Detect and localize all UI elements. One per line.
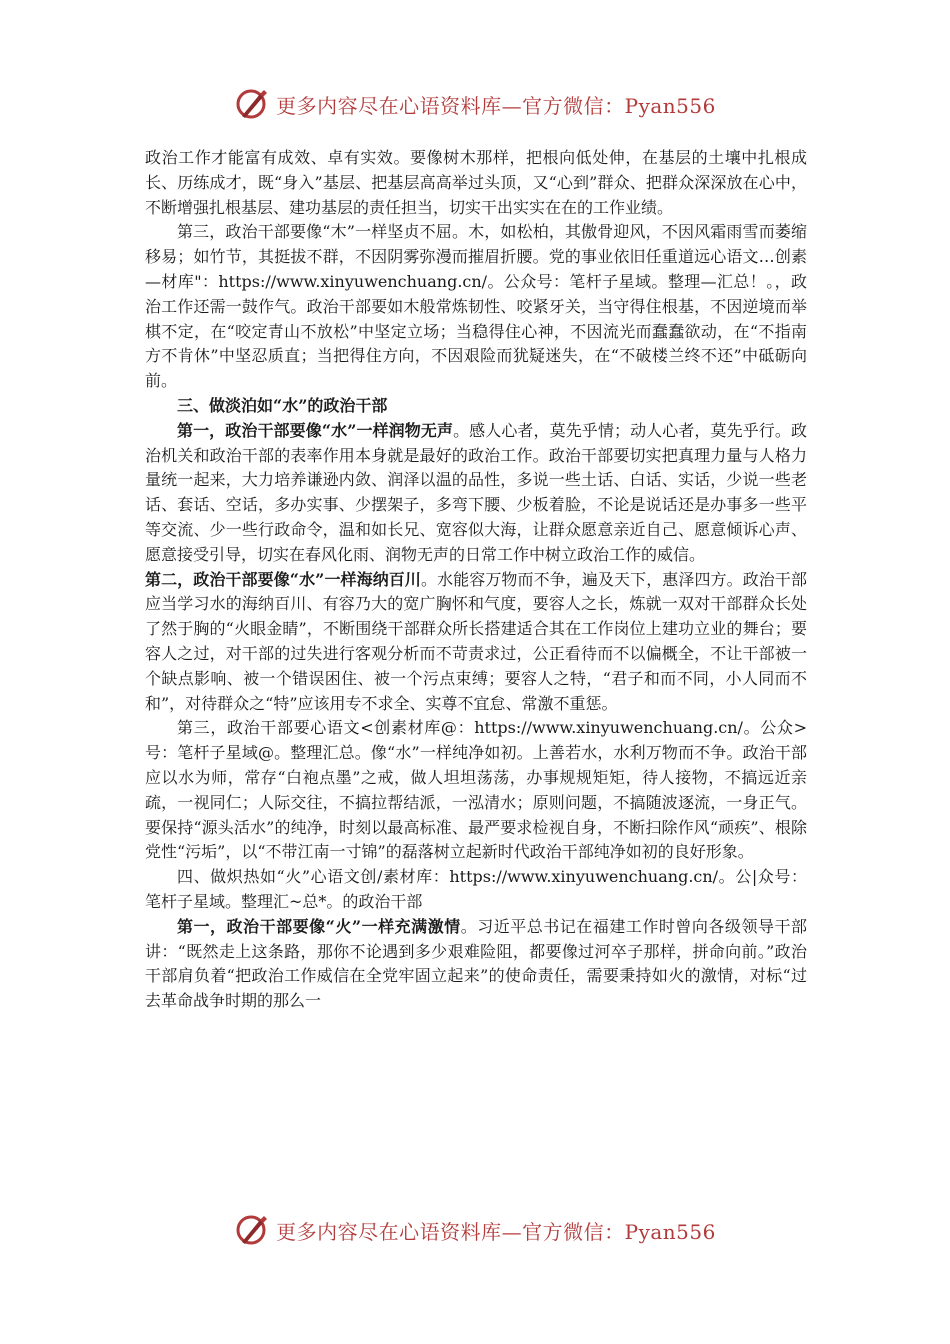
paragraph	[145, 419, 807, 568]
paragraph	[145, 394, 807, 419]
paragraph-text: 第三，政治干部要心语文<创素材库@：https://www.xinyuwenchuang.cn/。公众>号：笔杆子星域@。整理汇总。像“水”一样纯净如初。上善若水，水利万物而不争。政治干部应以水为师，常存“白袍点墨”之戒，做人坦坦荡荡，办事规规矩矩，待人接物，不搞远近亲疏，一视同仁；人际交往，不搞拉帮结派，一泓清水；原则问题，不搞随波逐流，一身正气。要保持“源头活水”的纯净，时刻以最高标准、最严要求检视自身，不断扫除作风“顽疾”、根除党性“污垢”，以“不带江南一寸锦”的磊落树立起新时代政治干部纯净如初的良好形象。	[145, 718, 807, 862]
paragraph-text: 。水能容万物而不争，遍及天下，惠泽四方。政治干部应当学习水的海纳百川、有容乃大的宽广胸怀和气度，要容人之长，炼就一双对干部群众长处了然于胸的“火眼金睛”，不断围绕干部群众所长搭建适合其在工作岗位上建功立业的舞台；要容人之过，对干部的过失进行客观分析而不苛责求过，公正看待而不以偏概全，不让干部被一个缺点影响、被一个错误困住、被一个污点束缚；要容人之特，“君子和而不同，小人同而不和”，对待群众之“特”应该用专不求全、实尊不宜怠、常激不重惩。	[145, 569, 807, 713]
paragraph-text: 第三，政治干部要像“木”一样坚贞不屈。木，如松柏，其傲骨迎风，不因风霜雨雪而萎缩移易；如竹节，其挺拔不群，不因阴雾弥漫而摧眉折腰。党的事业依旧任重道远心语文…创素—材库"：https://www.xinyuwenchuang.cn/。公众号：笔杆子星域。整理—汇总！。，政治工作还需一鼓作气。政治干部要如木般常炼韧性、咬紧牙关，当守得住根基，不因逆境而举棋不定，在“咬定青山不放松”中坚定立场；当稳得住心神，不因流光而蠢蠢欲动，在“不指南方不肯休”中坚忍质直；当把得住方向，不因艰险而犹疑迷失，在“不破楼兰终不还”中砥砺向前。	[145, 222, 807, 391]
paragraph-text: 。感人心者，莫先乎情；动人心者，莫先乎行。政治机关和政治干部的表率作用本身就是最好的政治工作。政治干部要切实把真理力量与人格力量统一起来，大力培养谦逊内敛、润泽以温的品性，多说一些土话、白话、实话，少说一些老话、套话、空话，多办实事、少摆架子，多弯下腰、少板着脸，不论是说话还是办事多一些平等交流、少一些行政命令，温和如长兄、宽容似大海，让群众愿意亲近自己、愿意倾诉心声、愿意接受引导，切实在春风化雨、润物无声的日常工作中树立政治工作的威信。	[145, 420, 807, 564]
banner-text: 更多内容尽在心语资料库—官方微信：Pyan556	[276, 1219, 716, 1244]
document-body	[145, 146, 807, 1014]
banner-text: 更多内容尽在心语资料库—官方微信：Pyan556	[276, 93, 716, 118]
paragraph-heading: 第一，政治干部要像“水”一样润物无声	[177, 420, 454, 440]
paragraph	[145, 716, 807, 865]
footer-banner	[0, 1210, 950, 1250]
pen-circle-logo-icon	[234, 1212, 270, 1248]
paragraph	[145, 915, 807, 1014]
paragraph	[145, 220, 807, 394]
paragraph-text: 政治工作才能富有成效、卓有实效。要像树木那样，把根向低处伸，在基层的土壤中扎根成长、历练成才，既“身入”基层、把基层高高举过头顶，又“心到”群众、把群众深深放在心中，不断增强扎根基层、建功基层的责任担当，切实干出实实在在的工作业绩。	[145, 148, 807, 217]
paragraph	[145, 146, 807, 220]
paragraph-text: 。习近平总书记在福建工作时曾向各级领导干部讲：“既然走上这条路，那你不论遇到多少艰难险阻，都要像过河卒子那样，拼命向前。”政治干部肩负着“把政治工作威信在全党牢固立起来”的使命责任，需要秉持如火的激情，对标“过去革命战争时期的那么一	[145, 916, 807, 1011]
paragraph	[145, 568, 807, 717]
paragraph-heading: 第一，政治干部要像“火”一样充满激情	[177, 916, 461, 936]
paragraph-text: 四、做炽热如“火”心语文创/素材库：https://www.xinyuwenchuang.cn/。公|众号：笔杆子星域。整理汇~总*。的政治干部	[145, 867, 807, 911]
header-banner	[0, 84, 950, 124]
paragraph	[145, 865, 807, 915]
paragraph-heading: 第二，政治干部要像“水”一样海纳百川	[145, 569, 421, 589]
paragraph-heading: 三、做淡泊如“水”的政治干部	[177, 395, 388, 415]
pen-circle-logo-icon	[234, 86, 270, 122]
